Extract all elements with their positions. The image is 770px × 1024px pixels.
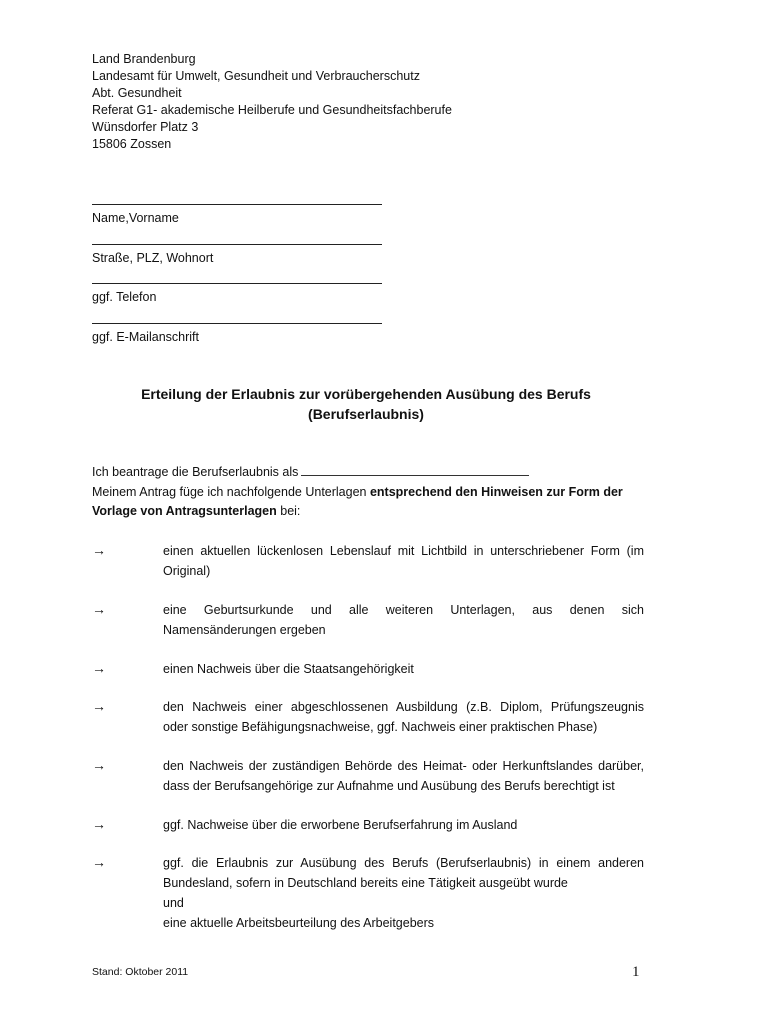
footer-stand: Stand: Oktober 2011 — [92, 966, 189, 978]
arrow-icon: → — [92, 757, 106, 773]
email-field[interactable] — [92, 313, 392, 353]
arrow-icon: → — [92, 601, 106, 617]
intro-line-1 — [92, 463, 644, 483]
intro-text: Ich beantrage die Berufserlaubnis als — [92, 465, 299, 479]
name-field[interactable] — [92, 194, 392, 234]
arrow-icon: → — [92, 542, 106, 558]
address-field[interactable] — [92, 234, 392, 274]
fill-in-line[interactable] — [92, 204, 382, 205]
intro-text: bei: — [276, 504, 301, 518]
list-item-text — [163, 659, 644, 679]
list-item-line: Bundesland, sofern in Deutschland bereits eine Tätigkeit ausgeübt wurde — [163, 876, 568, 890]
list-item-line: einen Nachweis über die Staatsangehörigkeit — [163, 662, 414, 676]
list-item-text — [163, 697, 644, 737]
address-line: Abt. Gesundheit — [92, 86, 182, 100]
intro-bold-text: Vorlage von Antragsunterlagen — [92, 504, 277, 518]
title-line-1: Erteilung der Erlaubnis zur vorübergehenden Ausübung des Berufs — [141, 386, 591, 402]
list-item-line: Namensänderungen ergeben — [163, 623, 326, 637]
phone-field[interactable] — [92, 273, 392, 313]
field-label: ggf. Telefon — [92, 290, 157, 304]
address-line: Wünsdorfer Platz 3 — [92, 120, 199, 134]
intro-bold-text: entsprechend den Hinweisen zur Form der — [369, 484, 623, 499]
list-item-text — [163, 600, 644, 640]
intro-text: Meinem Antrag füge ich nachfolgende Unterlagen — [92, 484, 370, 499]
address-line: 15806 Zossen — [92, 137, 172, 151]
page-number: 1 — [632, 964, 640, 980]
intro-line-2 — [92, 483, 644, 503]
list-item-line: ggf. Nachweise über die erworbene Berufserfahrung im Ausland — [163, 818, 518, 832]
arrow-icon: → — [92, 698, 106, 714]
list-item-line: und — [163, 896, 184, 910]
list-item-line: dass der Berufsangehörige zur Aufnahme und Ausübung des Berufs berechtigt ist — [163, 779, 615, 793]
applicant-fields — [92, 194, 392, 352]
arrow-icon: → — [92, 816, 106, 832]
list-item-text — [163, 541, 644, 581]
field-label: Straße, PLZ, Wohnort — [92, 250, 214, 265]
address-line: Landesamt für Umwelt, Gesundheit und Verbraucherschutz — [92, 69, 420, 83]
list-item-line: eine aktuelle Arbeitsbeurteilung des Arbeitgebers — [163, 916, 435, 930]
list-item-text — [163, 815, 644, 835]
list-item-line: ggf. die Erlaubnis zur Ausübung des Berufs (Berufserlaubnis) in einem anderen — [163, 856, 644, 870]
field-label: ggf. E-Mailanschrift — [92, 329, 199, 344]
intro-line-3 — [92, 502, 644, 522]
list-item-line: einen aktuellen lückenlosen Lebenslauf mit Lichtbild in unterschriebener Form (im — [163, 544, 644, 558]
document-title — [92, 384, 640, 424]
arrow-icon: → — [92, 854, 106, 870]
fill-in-line[interactable] — [92, 323, 382, 324]
address-line: Land Brandenburg — [92, 52, 196, 66]
list-item-text — [163, 853, 644, 933]
list-item-line: eine Geburtsurkunde und alle weiteren Unterlagen, aus denen sich — [163, 603, 644, 617]
list-item-line: den Nachweis einer abgeschlossenen Ausbildung (z.B. Diplom, Prüfungszeugnis — [163, 700, 644, 714]
address-line: Referat G1- akademische Heilberufe und Gesundheitsfachberufe — [92, 103, 452, 117]
fill-in-line[interactable] — [92, 244, 382, 245]
list-item-line: oder sonstige Befähigungsnachweise, ggf. Nachweis einer praktischen Phase) — [163, 720, 598, 734]
recipient-address — [92, 51, 452, 153]
list-item-text — [163, 756, 644, 796]
list-item-line: den Nachweis der zuständigen Behörde des Heimat- oder Herkunftslandes darüber, — [163, 759, 644, 773]
list-item-line: Original) — [163, 564, 211, 578]
profession-blank[interactable] — [301, 463, 529, 476]
fill-in-line[interactable] — [92, 283, 382, 284]
title-line-2: (Berufserlaubnis) — [308, 406, 424, 422]
intro-paragraph — [92, 463, 644, 522]
arrow-icon: → — [92, 660, 106, 676]
field-label: Name,Vorname — [92, 211, 179, 225]
